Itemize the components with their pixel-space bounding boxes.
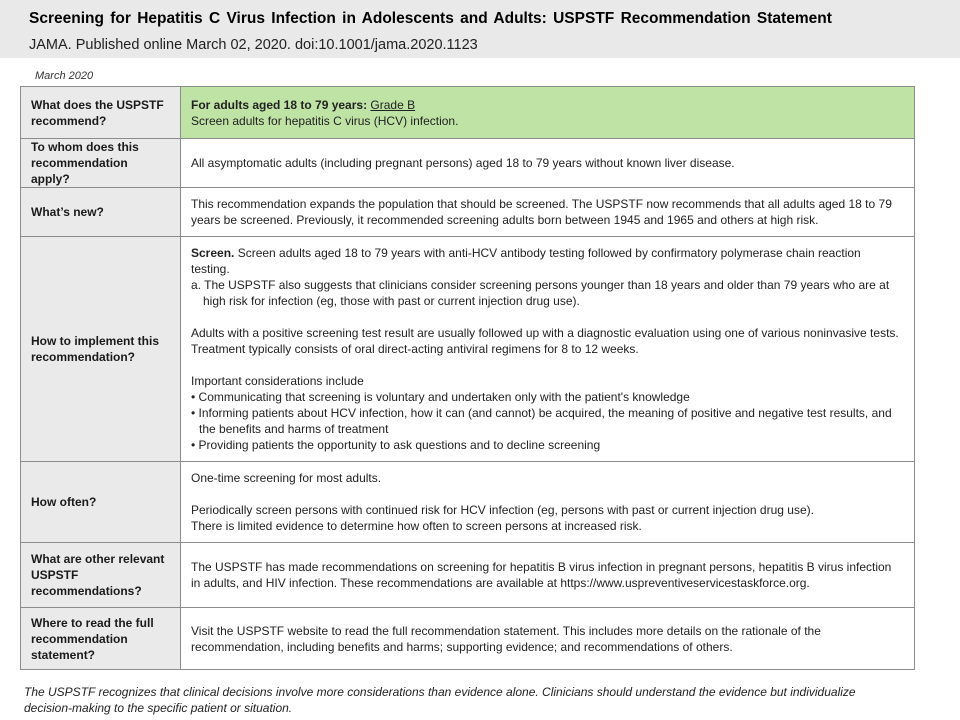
answer-cell: The USPSTF has made recommendations on screening for hepatitis B virus infection in pregnant persons, hepatitis B virus infection in adults, and HIV infection. These recommendations are available at https://www.uspreventiveservicestaskforce.org. bbox=[181, 543, 915, 608]
date-label: March 2020 bbox=[35, 70, 94, 82]
population-line bbox=[191, 97, 902, 113]
table-row-read bbox=[21, 608, 915, 670]
footnote: The USPSTF recognizes that clinical decisions involve more considerations than evidence alone. Clinicians should understand the evidence but individualize decision-making to the specific patient or situation. bbox=[24, 685, 856, 715]
screen-text: Screen adults aged 18 to 79 years with anti-HCV antibody testing followed by confirmatory polymerase chain reaction testing. bbox=[191, 246, 861, 276]
answer-cell: This recommendation expands the population that should be screened. The USPSTF now recommends that all adults aged 18 to 79 years be screened. Previously, it recommended screening adults born between 1945 and 1965 and others at high risk. bbox=[181, 188, 915, 237]
answer-cell bbox=[181, 462, 915, 543]
bullet-item: • Communicating that screening is voluntary and undertaken only with the patient's knowledge bbox=[191, 390, 690, 404]
followup-paragraph: Adults with a positive screening test result are usually followed up with a diagnostic evaluation using one of various noninvasive tests. Treatment typically consists of oral direct-acting antiviral regimens for 8 to 12 weeks. bbox=[191, 326, 899, 356]
evidence-text: There is limited evidence to determine how often to screen persons at increased risk. bbox=[191, 519, 642, 533]
answer-cell bbox=[181, 237, 915, 462]
frequency-text: One-time screening for most adults. bbox=[191, 471, 382, 485]
recommendation-table bbox=[20, 86, 915, 670]
question-cell: What are other relevant USPSTF recommendations? bbox=[21, 543, 181, 608]
grade-link[interactable]: Grade B bbox=[370, 97, 416, 112]
answer-cell: Visit the USPSTF website to read the full recommendation statement. This includes more details on the rationale of the recommendation, including benefits and harms; supporting evidence; and recommendations of others. bbox=[181, 608, 915, 670]
question-cell: What’s new? bbox=[21, 188, 181, 237]
table-row-recommend bbox=[21, 87, 915, 139]
table-row-apply bbox=[21, 139, 915, 188]
question-cell: To whom does this recommendation apply? bbox=[21, 139, 181, 188]
population-label: For adults aged 18 to 79 years: bbox=[191, 97, 368, 112]
question-cell: What does the USPSTF recommend? bbox=[21, 87, 181, 139]
question-cell: How to implement this recommendation? bbox=[21, 237, 181, 462]
considerations-intro: Important considerations include bbox=[191, 374, 364, 388]
table-row-new bbox=[21, 188, 915, 237]
screen-label: Screen. bbox=[191, 246, 235, 260]
table-row-other bbox=[21, 543, 915, 608]
screen-paragraph bbox=[191, 245, 902, 277]
answer-cell: All asymptomatic adults (including pregnant persons) aged 18 to 79 years without known liver disease. bbox=[181, 139, 915, 188]
sub-point-a: a. The USPSTF also suggests that clinicians consider screening persons younger than 18 years and older than 79 years who are at high risk for infection (eg, those with past or current injection drug use). bbox=[191, 278, 890, 308]
question-cell: How often? bbox=[21, 462, 181, 543]
bullet-item: • Informing patients about HCV infection, how it can (and cannot) be acquired, the meaning of positive and negative test results, and the benefits and harms of treatment bbox=[191, 406, 892, 436]
table-row-implement bbox=[21, 237, 915, 462]
bullet-item: • Providing patients the opportunity to ask questions and to decline screening bbox=[191, 438, 601, 452]
periodic-text: Periodically screen persons with continued risk for HCV infection (eg, persons with past or current injection drug use). bbox=[191, 503, 814, 517]
article-title: Screening for Hepatitis C Virus Infection in Adolescents and Adults: USPSTF Recommendation Statement bbox=[29, 10, 832, 27]
slide-header bbox=[0, 0, 960, 58]
article-citation: JAMA. Published online March 02, 2020. doi:10.1001/jama.2020.1123 bbox=[29, 37, 478, 53]
recommendation-text: Screen adults for hepatitis C virus (HCV) infection. bbox=[191, 113, 459, 128]
table-row-often bbox=[21, 462, 915, 543]
question-cell: Where to read the full recommendation statement? bbox=[21, 608, 181, 670]
answer-cell bbox=[181, 87, 915, 139]
